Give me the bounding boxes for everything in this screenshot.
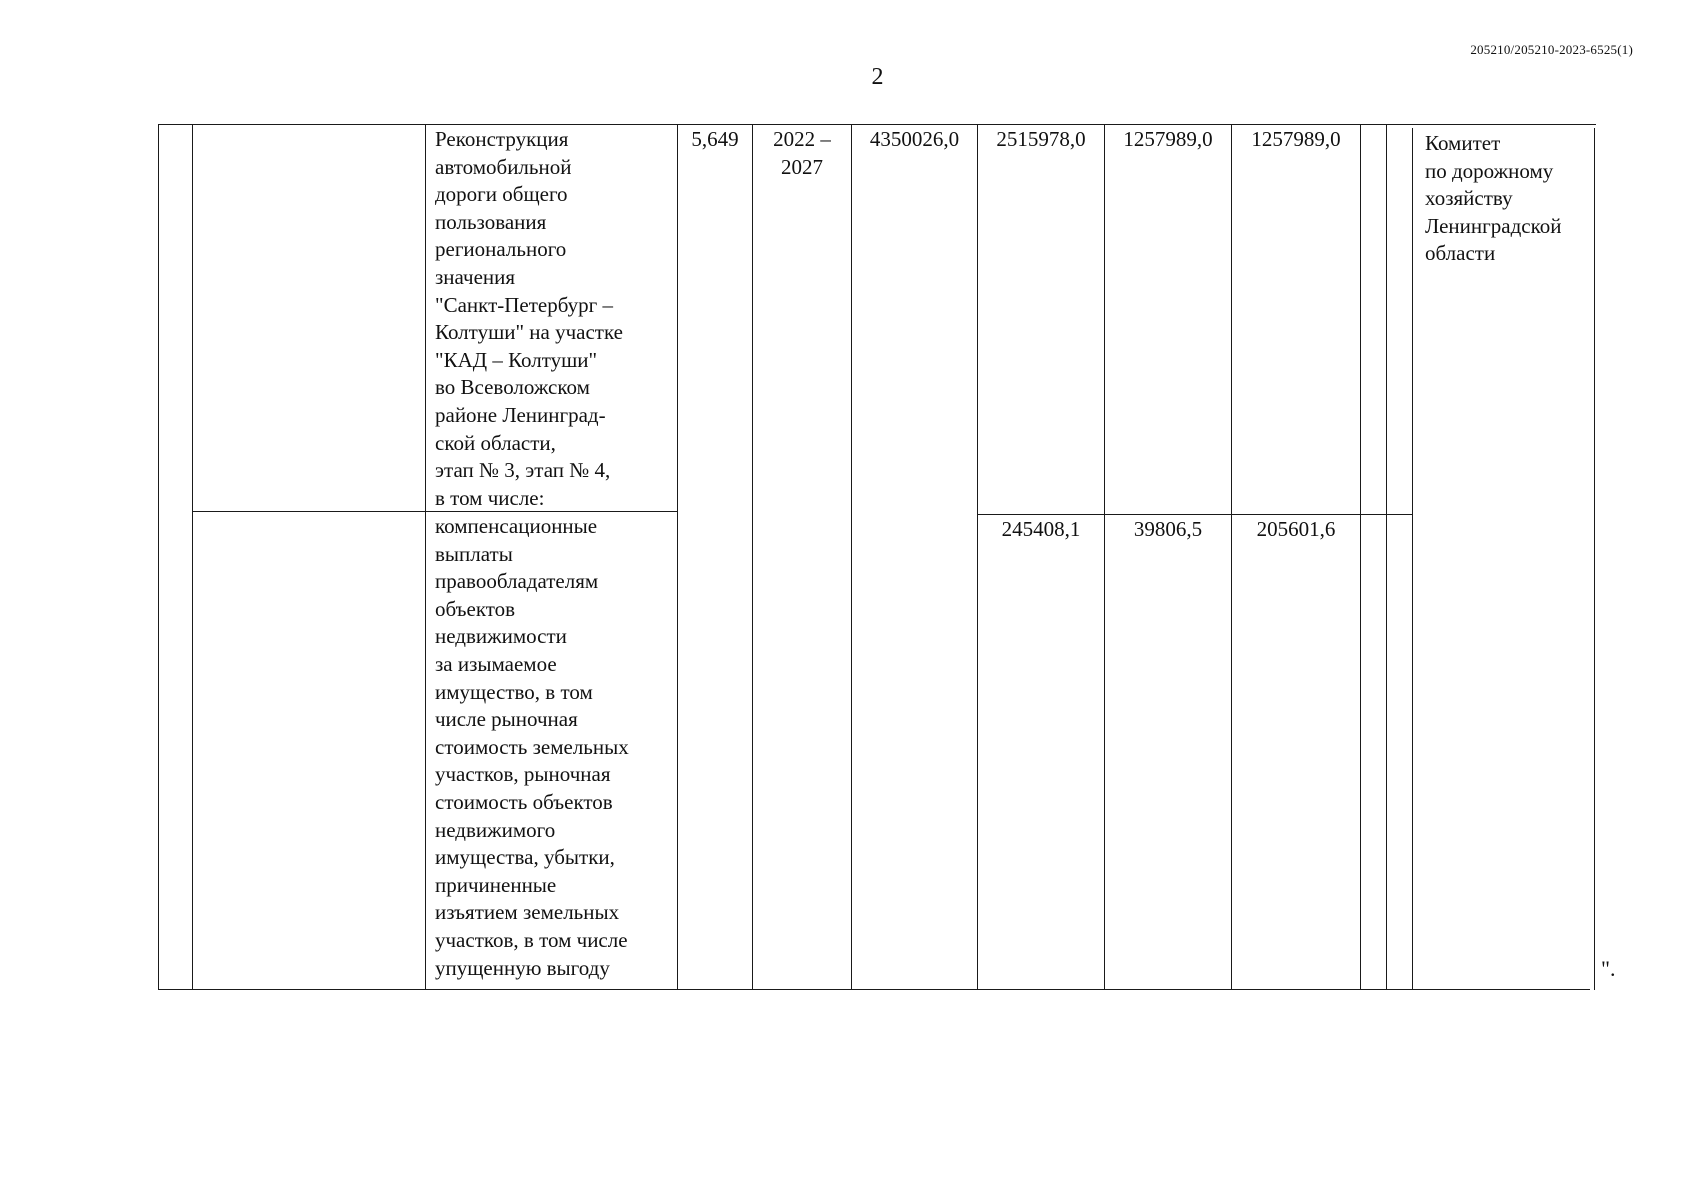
col-border bbox=[1412, 128, 1413, 990]
object-description: Реконструкция автомобильной дороги общего пользования регионального значения "Санкт-Петербург – Колтуши" на участке "КАД – Колтуши" во Всеволожском районе Ленинград- ской области, этап № 3, этап № 4, в том числе: bbox=[435, 127, 623, 510]
sub-funding-year-2: 205601,6 bbox=[1256, 517, 1336, 541]
col-border bbox=[192, 124, 193, 990]
closing-quote-mark: ". bbox=[1601, 956, 1616, 981]
sub-funding-year-1: 39806,5 bbox=[1133, 517, 1203, 541]
total-cost: 4350026,0 bbox=[869, 127, 960, 151]
sub-description: компенсационные выплаты правообладателям объектов недвижимости за изымаемое имущество, в том числе рыночная стоимость земельных участков, рыночная стоимость объектов недвижимого имущества, убытки, причиненные изъятием земельных участков, в том числе упущенную выгоду bbox=[435, 514, 629, 980]
page-number: 2 bbox=[871, 64, 884, 90]
table-top-border bbox=[158, 124, 1596, 125]
table-right-border bbox=[1594, 128, 1595, 990]
row-divider-funding bbox=[978, 514, 1412, 515]
col-border bbox=[752, 124, 753, 990]
sub-funding-total: 245408,1 bbox=[1001, 517, 1081, 541]
funding-total: 2515978,0 bbox=[996, 127, 1086, 151]
col-border bbox=[851, 124, 852, 990]
col-border bbox=[158, 124, 159, 990]
funding-year-2: 1257989,0 bbox=[1251, 127, 1341, 151]
col-border bbox=[1231, 124, 1232, 990]
funding-year-1: 1257989,0 bbox=[1123, 127, 1213, 151]
implementation-period: 2022 – 2027 bbox=[773, 127, 831, 179]
col-border bbox=[1386, 124, 1387, 990]
col-border bbox=[1360, 124, 1361, 990]
col-border bbox=[425, 124, 426, 990]
table-bottom-border bbox=[158, 989, 1590, 990]
col-border bbox=[1104, 124, 1105, 990]
road-length: 5,649 bbox=[691, 127, 739, 151]
document-id: 205210/205210-2023-6525(1) bbox=[1470, 42, 1633, 57]
col-border bbox=[677, 124, 678, 990]
responsible-executor: Комитет по дорожному хозяйству Ленинградской области bbox=[1425, 131, 1562, 266]
col-border bbox=[977, 124, 978, 990]
